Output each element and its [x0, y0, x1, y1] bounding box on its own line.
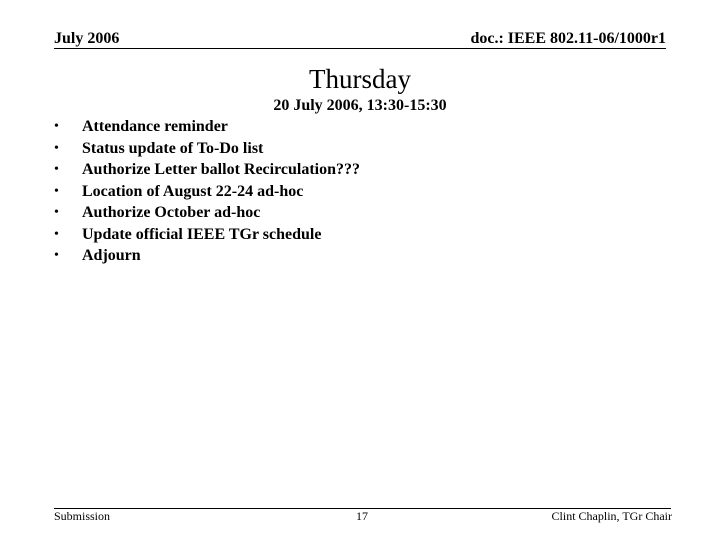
header-divider	[54, 48, 666, 49]
agenda-item-text: Location of August 22-24 ad-hoc	[82, 182, 304, 200]
footer-submission-label: Submission	[54, 509, 111, 523]
agenda-item-text: Attendance reminder	[82, 118, 228, 135]
header-document-id: doc.: IEEE 802.11-06/1000r1	[470, 30, 666, 47]
bullet-icon: •	[54, 183, 59, 199]
slide-subtitle: 20 July 2006, 13:30-15:30	[273, 97, 447, 114]
bullet-icon: •	[54, 226, 59, 242]
footer-page-number: 17	[356, 509, 368, 523]
bullet-icon: •	[54, 140, 59, 156]
agenda-item-text: Update official IEEE TGr schedule	[82, 225, 322, 243]
agenda-item-text: Adjourn	[82, 247, 141, 264]
bullet-icon: •	[54, 119, 59, 134]
header-date: July 2006	[54, 30, 120, 47]
agenda-item-text: Status update of To-Do list	[82, 139, 264, 157]
bullet-icon: •	[54, 205, 59, 220]
agenda-item-text: Authorize Letter ballot Recirculation???	[82, 161, 361, 178]
bullet-icon: •	[54, 162, 59, 177]
bullet-icon: •	[54, 248, 59, 263]
slide-title: Thursday	[309, 64, 411, 94]
agenda-item-text: Authorize October ad-hoc	[82, 204, 261, 221]
footer-author: Clint Chaplin, TGr Chair	[551, 509, 672, 523]
